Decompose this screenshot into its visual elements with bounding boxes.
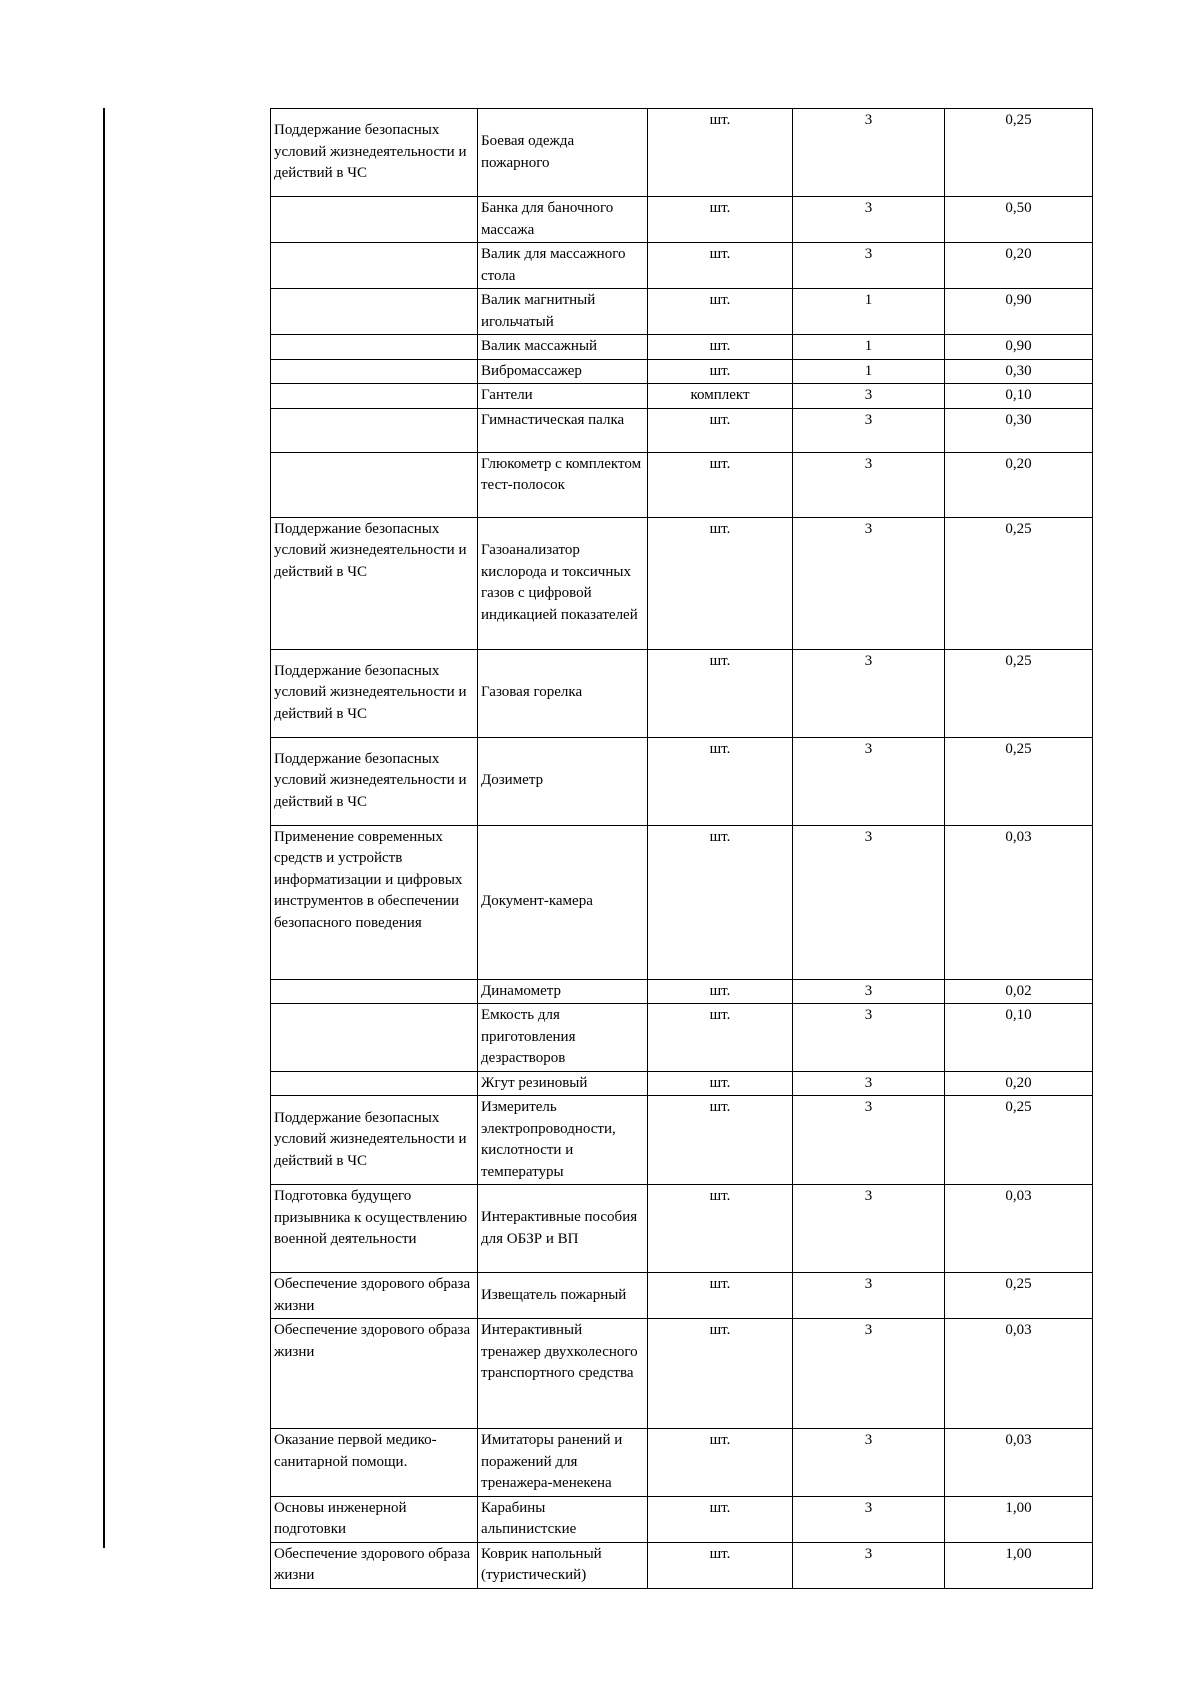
section-cell: [271, 452, 478, 517]
table-row: [271, 1429, 1093, 1497]
quantity-cell: 3: [793, 1429, 945, 1497]
unit-cell: шт.: [648, 737, 793, 825]
value-cell: 0,25: [945, 1273, 1093, 1319]
value-cell: 0,03: [945, 1185, 1093, 1273]
item-name-cell: Вибромассажер: [478, 359, 648, 384]
table-row: [271, 452, 1093, 517]
item-name-cell: Боевая одежда пожарного: [478, 109, 648, 197]
section-cell: Поддержание безопасных условий жизнедеятельности и действий в ЧС: [271, 109, 478, 197]
section-cell: Подготовка будущего призывника к осуществлению военной деятельности: [271, 1185, 478, 1273]
table-row: [271, 1071, 1093, 1096]
table-row: [271, 359, 1093, 384]
quantity-cell: 3: [793, 1071, 945, 1096]
item-name-cell: Извещатель пожарный: [478, 1273, 648, 1319]
item-name-cell: Интерактивные пособия для ОБЗР и ВП: [478, 1185, 648, 1273]
value-cell: 0,90: [945, 335, 1093, 360]
value-cell: 0,20: [945, 243, 1093, 289]
table-row: [271, 1273, 1093, 1319]
section-cell: [271, 1004, 478, 1072]
section-cell: Обеспечение здорового образа жизни: [271, 1273, 478, 1319]
section-cell: Обеспечение здорового образа жизни: [271, 1542, 478, 1588]
quantity-cell: 3: [793, 1185, 945, 1273]
item-name-cell: Емкость для приготовления дезрастворов: [478, 1004, 648, 1072]
value-cell: 1,00: [945, 1542, 1093, 1588]
table-row: [271, 289, 1093, 335]
section-cell: [271, 1071, 478, 1096]
section-cell: Поддержание безопасных условий жизнедеятельности и действий в ЧС: [271, 1096, 478, 1185]
table-row: [271, 1096, 1093, 1185]
unit-cell: шт.: [648, 289, 793, 335]
unit-cell: шт.: [648, 517, 793, 649]
unit-cell: шт.: [648, 1319, 793, 1429]
quantity-cell: 3: [793, 979, 945, 1004]
quantity-cell: 3: [793, 408, 945, 452]
value-cell: 0,20: [945, 452, 1093, 517]
item-name-cell: Документ-камера: [478, 825, 648, 979]
section-cell: [271, 243, 478, 289]
table-row: [271, 109, 1093, 197]
table-row: [271, 517, 1093, 649]
unit-cell: шт.: [648, 1273, 793, 1319]
item-name-cell: Валик магнитный игольчатый: [478, 289, 648, 335]
table-row: [271, 243, 1093, 289]
value-cell: 0,25: [945, 649, 1093, 737]
value-cell: 0,10: [945, 1004, 1093, 1072]
quantity-cell: 3: [793, 384, 945, 409]
quantity-cell: 1: [793, 359, 945, 384]
quantity-cell: 3: [793, 1273, 945, 1319]
value-cell: 0,03: [945, 1429, 1093, 1497]
unit-cell: шт.: [648, 1004, 793, 1072]
item-name-cell: Гимнастическая палка: [478, 408, 648, 452]
item-name-cell: Банка для баночного массажа: [478, 197, 648, 243]
unit-cell: шт.: [648, 1429, 793, 1497]
quantity-cell: 3: [793, 109, 945, 197]
section-cell: Основы инженерной подготовки: [271, 1496, 478, 1542]
quantity-cell: 3: [793, 825, 945, 979]
unit-cell: шт.: [648, 452, 793, 517]
quantity-cell: 3: [793, 649, 945, 737]
unit-cell: шт.: [648, 825, 793, 979]
value-cell: 0,30: [945, 408, 1093, 452]
section-cell: Оказание первой медико-санитарной помощи.: [271, 1429, 478, 1497]
unit-cell: шт.: [648, 359, 793, 384]
unit-cell: шт.: [648, 335, 793, 360]
item-name-cell: Валик для массажного стола: [478, 243, 648, 289]
section-cell: [271, 197, 478, 243]
table-row: [271, 1542, 1093, 1588]
value-cell: 0,90: [945, 289, 1093, 335]
table-row: [271, 737, 1093, 825]
section-cell: Поддержание безопасных условий жизнедеятельности и действий в ЧС: [271, 737, 478, 825]
unit-cell: шт.: [648, 649, 793, 737]
value-cell: 0,03: [945, 1319, 1093, 1429]
section-cell: [271, 359, 478, 384]
item-name-cell: Валик массажный: [478, 335, 648, 360]
table-row: [271, 335, 1093, 360]
table-row: [271, 1004, 1093, 1072]
quantity-cell: 3: [793, 737, 945, 825]
quantity-cell: 3: [793, 1542, 945, 1588]
table-row: [271, 1185, 1093, 1273]
item-name-cell: Интерактивный тренажер двухколесного транспортного средства: [478, 1319, 648, 1429]
unit-cell: шт.: [648, 1496, 793, 1542]
unit-cell: комплект: [648, 384, 793, 409]
value-cell: 0,25: [945, 1096, 1093, 1185]
value-cell: 0,50: [945, 197, 1093, 243]
item-name-cell: Динамометр: [478, 979, 648, 1004]
value-cell: 0,10: [945, 384, 1093, 409]
item-name-cell: Газоанализатор кислорода и токсичных газов с цифровой индикацией показателей: [478, 517, 648, 649]
value-cell: 0,25: [945, 517, 1093, 649]
table-row: [271, 825, 1093, 979]
item-name-cell: Гантели: [478, 384, 648, 409]
value-cell: 0,25: [945, 109, 1093, 197]
section-cell: Поддержание безопасных условий жизнедеятельности и действий в ЧС: [271, 649, 478, 737]
quantity-cell: 3: [793, 452, 945, 517]
item-name-cell: Измеритель электропроводности, кислотности и температуры: [478, 1096, 648, 1185]
table-row: [271, 1319, 1093, 1429]
unit-cell: шт.: [648, 1071, 793, 1096]
unit-cell: шт.: [648, 979, 793, 1004]
section-cell: [271, 289, 478, 335]
item-name-cell: Дозиметр: [478, 737, 648, 825]
quantity-cell: 1: [793, 335, 945, 360]
table-row: [271, 384, 1093, 409]
equipment-table-body: [271, 109, 1093, 1589]
table-row: [271, 979, 1093, 1004]
section-cell: [271, 979, 478, 1004]
value-cell: 0,20: [945, 1071, 1093, 1096]
quantity-cell: 3: [793, 1096, 945, 1185]
item-name-cell: Глюкометр с комплектом тест-полосок: [478, 452, 648, 517]
value-cell: 0,30: [945, 359, 1093, 384]
item-name-cell: Жгут резиновый: [478, 1071, 648, 1096]
unit-cell: шт.: [648, 1542, 793, 1588]
section-cell: [271, 335, 478, 360]
table-row: [271, 197, 1093, 243]
unit-cell: шт.: [648, 109, 793, 197]
item-name-cell: Имитаторы ранений и поражений для тренажера-менекена: [478, 1429, 648, 1497]
section-cell: Обеспечение здорового образа жизни: [271, 1319, 478, 1429]
section-cell: [271, 384, 478, 409]
item-name-cell: Коврик напольный (туристический): [478, 1542, 648, 1588]
value-cell: 0,25: [945, 737, 1093, 825]
quantity-cell: 3: [793, 1496, 945, 1542]
value-cell: 1,00: [945, 1496, 1093, 1542]
unit-cell: шт.: [648, 1185, 793, 1273]
table-row: [271, 1496, 1093, 1542]
unit-cell: шт.: [648, 197, 793, 243]
unit-cell: шт.: [648, 408, 793, 452]
quantity-cell: 3: [793, 243, 945, 289]
margin-line: [103, 108, 105, 1548]
table-row: [271, 649, 1093, 737]
value-cell: 0,03: [945, 825, 1093, 979]
quantity-cell: 3: [793, 1004, 945, 1072]
section-cell: Применение современных средств и устройств информатизации и цифровых инструментов в обеспечении безопасного поведения: [271, 825, 478, 979]
item-name-cell: Карабины альпинистские: [478, 1496, 648, 1542]
section-cell: [271, 408, 478, 452]
unit-cell: шт.: [648, 1096, 793, 1185]
equipment-table: [270, 108, 1093, 1589]
quantity-cell: 3: [793, 197, 945, 243]
quantity-cell: 1: [793, 289, 945, 335]
section-cell: Поддержание безопасных условий жизнедеятельности и действий в ЧС: [271, 517, 478, 649]
table-row: [271, 408, 1093, 452]
value-cell: 0,02: [945, 979, 1093, 1004]
item-name-cell: Газовая горелка: [478, 649, 648, 737]
quantity-cell: 3: [793, 517, 945, 649]
unit-cell: шт.: [648, 243, 793, 289]
quantity-cell: 3: [793, 1319, 945, 1429]
